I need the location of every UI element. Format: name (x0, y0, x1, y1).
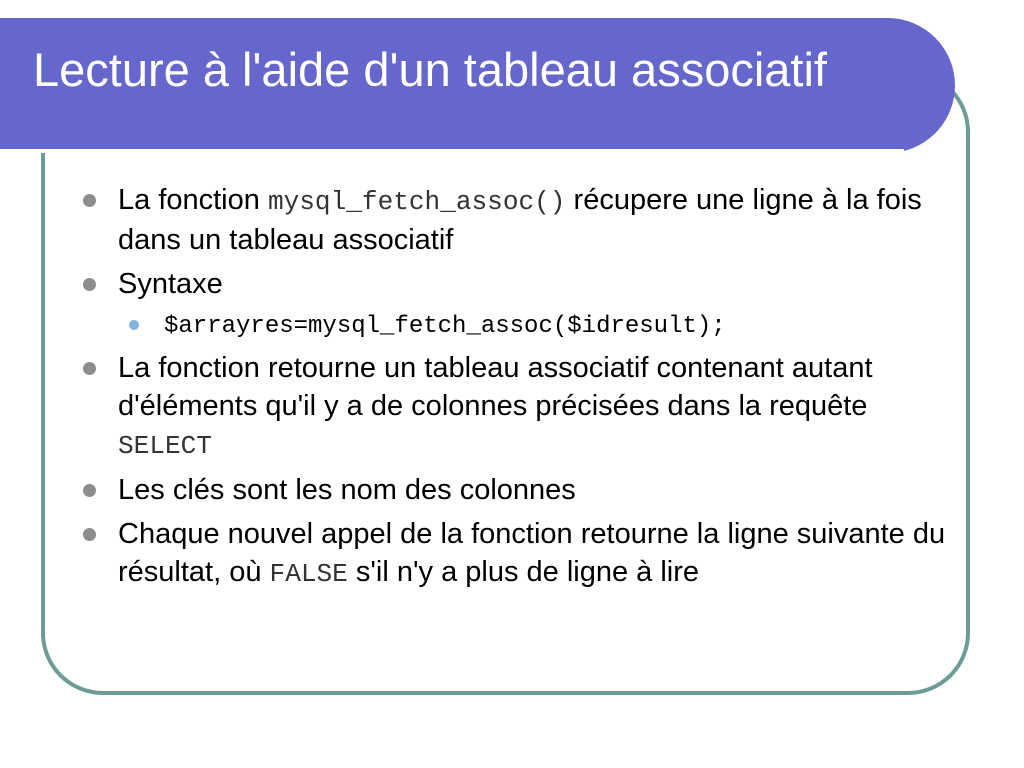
bullet-dot-icon (83, 528, 96, 541)
sub-bullet-syntax-code (124, 309, 958, 343)
code-function-name: mysql_fetch_assoc() (267, 187, 566, 217)
bullet-list (78, 181, 958, 599)
bullet-item-fetch-assoc (78, 181, 958, 259)
bullet-item-retourne (78, 349, 958, 465)
bullet-dot-icon (83, 362, 96, 375)
bullet-text: Les clés sont les nom des colonnes (118, 474, 576, 506)
bullet-dot-icon (83, 484, 96, 497)
code-select: SELECT (118, 431, 212, 461)
title-underline (0, 149, 904, 153)
code-syntax: $arrayres=mysql_fetch_assoc($idresult); (164, 313, 726, 340)
bullet-dot-icon (83, 278, 96, 291)
bullet-text: La fonction (118, 184, 268, 216)
slide-title: Lecture à l'aide d'un tableau associatif (33, 43, 827, 96)
bullet-dot-icon (83, 194, 96, 207)
sub-bullet-dot-icon (129, 320, 139, 330)
code-false: FALSE (269, 559, 348, 589)
bullet-item-syntaxe (78, 265, 958, 303)
bullet-item-appel (78, 515, 958, 593)
bullet-text: s'il n'y a plus de ligne à lire (347, 556, 700, 588)
bullet-text: Syntaxe (118, 268, 223, 300)
bullet-text: récupere une ligne à la fois dans un tableau associatif (118, 184, 922, 256)
bullet-text: Chaque nouvel appel de la fonction retourne la ligne suivante du résultat, où (118, 518, 946, 588)
bullet-text: La fonction retourne un tableau associatif contenant autant d'éléments qu'il y a de colonnes précisées dans la requête (118, 352, 873, 422)
bullet-item-cles (78, 471, 958, 509)
title-banner (0, 18, 955, 153)
